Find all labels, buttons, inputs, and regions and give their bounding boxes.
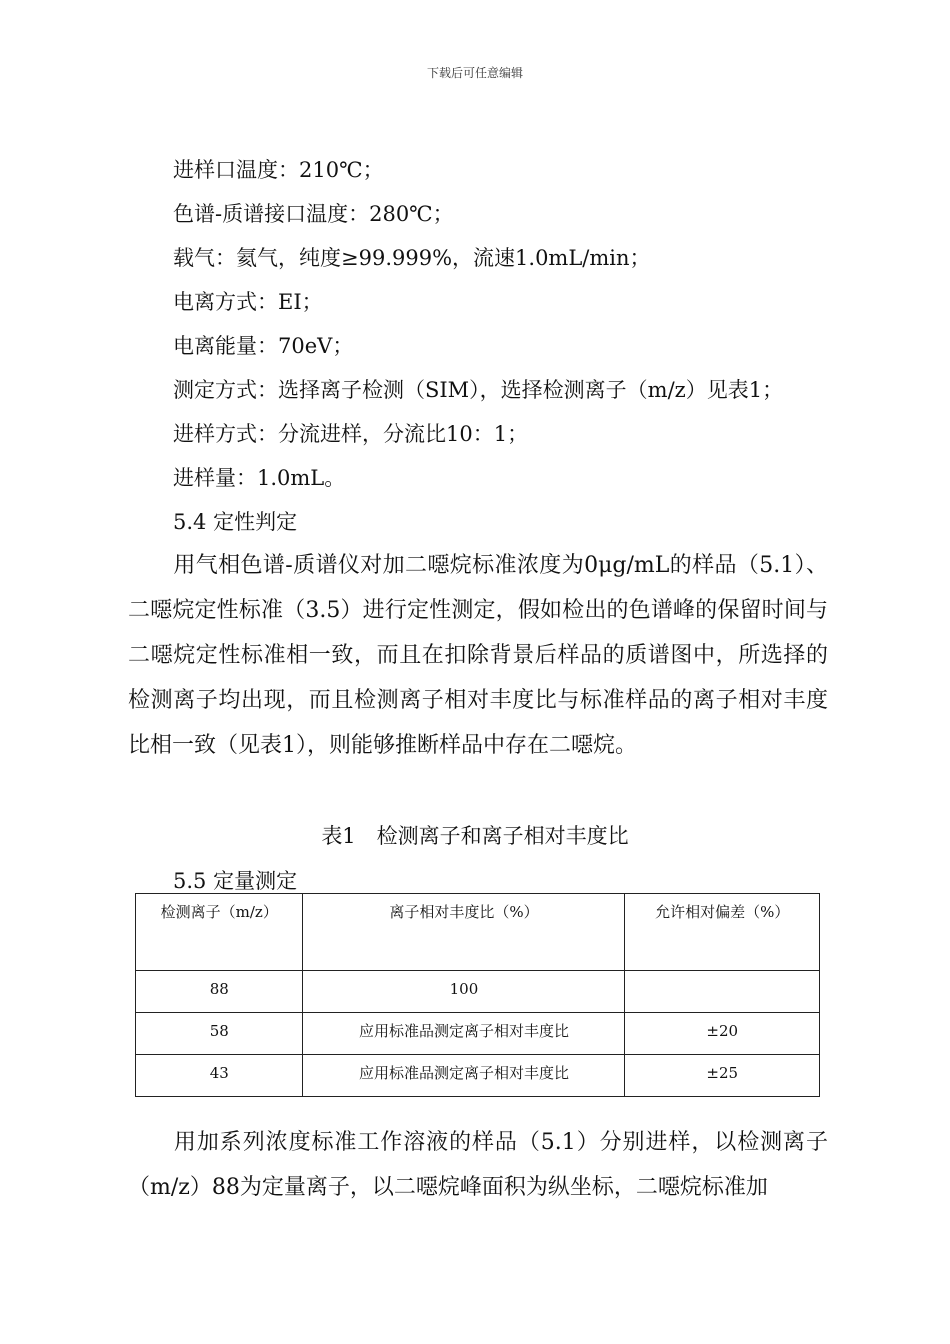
ion-ratio-table bbox=[135, 893, 820, 1097]
header-allowed-deviation: 允许相对偏差（%） bbox=[625, 894, 820, 971]
qualitative-paragraph-text: 用气相色谱-质谱仪对加二噁烷标准浓度为0μg/mL的样品（5.1）、 二噁烷定性标准（3.5）进行定性测定，假如检出的色谱峰的保留时间与二噁烷定性标准相一致，而且在扣除背景后样品的质谱图中，所选择的检测离子均出现，而且检测离子相对丰度比与标准样品的离子相对丰度比相一致（见表1），则能够推断样品中存在二噁烷。 bbox=[128, 553, 828, 758]
condition-injection-mode: 进样方式：分流进样，分流比10：1； bbox=[173, 422, 529, 446]
section-heading-5-4: 5.4 定性判定 bbox=[173, 510, 298, 534]
table-cell-ratio: 应用标准品测定离子相对丰度比 bbox=[303, 1055, 625, 1097]
table-row bbox=[136, 1055, 820, 1097]
table-cell-deviation bbox=[625, 971, 820, 1013]
table-cell-ion: 58 bbox=[136, 1013, 303, 1055]
section-heading-5-5: 5.5 定量测定 bbox=[173, 869, 298, 893]
condition-interface-temp: 色谱-质谱接口温度：280℃； bbox=[173, 202, 454, 226]
table-caption: 表1 检测离子和离子相对丰度比 bbox=[321, 824, 629, 848]
condition-ionization-energy: 电离能量：70eV； bbox=[173, 334, 354, 358]
quantitative-paragraph bbox=[128, 1120, 828, 1210]
condition-ionization-mode: 电离方式：EI； bbox=[173, 290, 323, 314]
table-cell-deviation: ±25 bbox=[625, 1055, 820, 1097]
condition-carrier-gas: 载气：氦气，纯度≥99.999%，流速1.0mL/min； bbox=[173, 246, 651, 270]
qualitative-paragraph bbox=[128, 543, 828, 768]
header-detected-ion: 检测离子（m/z） bbox=[136, 894, 303, 971]
table-cell-deviation: ±20 bbox=[625, 1013, 820, 1055]
condition-measurement-mode: 测定方式：选择离子检测（SIM），选择检测离子（m/z）见表1； bbox=[173, 378, 784, 402]
header-relative-abundance: 离子相对丰度比（%） bbox=[303, 894, 625, 971]
table-row bbox=[136, 1013, 820, 1055]
table-cell-ratio: 100 bbox=[303, 971, 625, 1013]
table-header-row bbox=[136, 894, 820, 971]
condition-injector-temp: 进样口温度：210℃； bbox=[173, 158, 384, 182]
table-row bbox=[136, 971, 820, 1013]
table-cell-ratio: 应用标准品测定离子相对丰度比 bbox=[303, 1013, 625, 1055]
table-cell-ion: 88 bbox=[136, 971, 303, 1013]
quantitative-paragraph-text: 用加系列浓度标准工作溶液的样品（5.1）分别进样，以检测离子（m/z）88为定量离子，以二噁烷峰面积为纵坐标，二噁烷标准加 bbox=[128, 1130, 828, 1200]
page-header: 下载后可任意编辑 bbox=[426, 66, 523, 80]
condition-injection-volume: 进样量：1.0mL。 bbox=[173, 466, 346, 490]
table-cell-ion: 43 bbox=[136, 1055, 303, 1097]
